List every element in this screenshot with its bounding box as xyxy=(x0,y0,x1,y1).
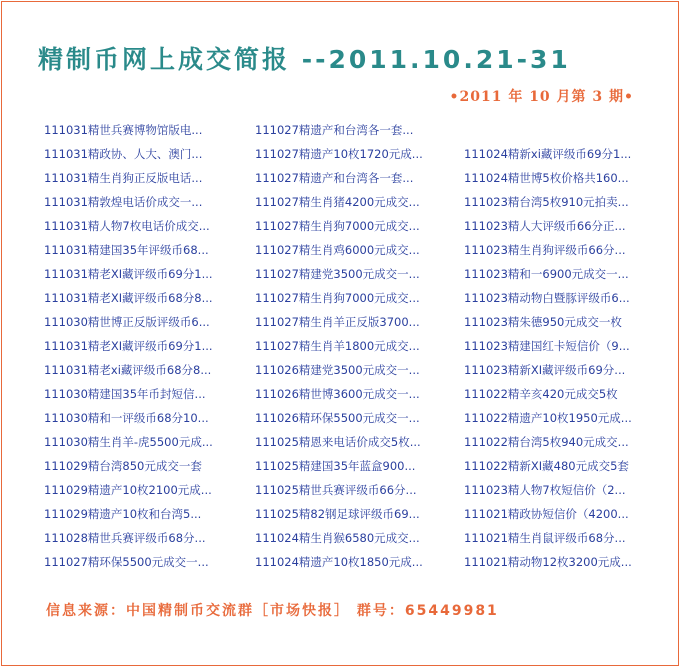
column-1 xyxy=(44,118,244,574)
news-link[interactable]: 111025精82钢足球评级币69... xyxy=(255,507,420,521)
news-link[interactable]: 111023精动物白暨豚评级币6... xyxy=(464,291,630,305)
news-link[interactable]: 111027精生肖狗7000元成交... xyxy=(255,219,420,233)
news-link[interactable]: 111024精世博5枚价格共160... xyxy=(464,171,629,185)
news-link[interactable]: 111027精建党3500元成交一... xyxy=(255,267,420,281)
news-link[interactable]: 111029精台湾850元成交一套 xyxy=(44,459,202,473)
news-link[interactable]: 111031精生肖狗正反版电话... xyxy=(44,171,203,185)
news-link[interactable]: 111021精动物12枚3200元成... xyxy=(464,555,632,569)
news-link[interactable]: 111023精人物7枚短信价（2... xyxy=(464,483,626,497)
column-2 xyxy=(255,118,455,574)
news-link[interactable]: 111025精建国35年蓝盒900... xyxy=(255,459,416,473)
news-link[interactable]: 111030精生肖羊-虎5500元成... xyxy=(44,435,213,449)
news-link[interactable]: 111027精生肖猪4200元成交... xyxy=(255,195,420,209)
news-link[interactable]: 111021精政协短信价（4200... xyxy=(464,507,629,521)
news-link[interactable]: 111030精和一评级币68分10... xyxy=(44,411,209,425)
news-link[interactable]: 111022精遗产10枚1950元成... xyxy=(464,411,632,425)
news-link[interactable]: 111029精遗产10枚2100元成... xyxy=(44,483,212,497)
issue-label: •2011 年 10 月第 3 期• xyxy=(449,89,634,105)
news-link[interactable]: 111027精生肖羊1800元成交... xyxy=(255,339,420,353)
news-link[interactable]: 111024精新xi藏评级币69分1... xyxy=(464,147,632,161)
news-link[interactable]: 111026精建党3500元成交一... xyxy=(255,363,420,377)
news-link[interactable]: 111027精生肖狗7000元成交... xyxy=(255,291,420,305)
news-link[interactable]: 111023精新XI藏评级币69分... xyxy=(464,363,626,377)
news-link[interactable]: 111022精新XI藏480元成交5套 xyxy=(464,459,629,473)
news-link[interactable]: 111029精遗产10枚和台湾5... xyxy=(44,507,202,521)
news-link[interactable]: 111031精人物7枚电话价成交... xyxy=(44,219,210,233)
news-link[interactable]: 111023精生肖狗评级币66分... xyxy=(464,243,626,257)
news-link[interactable]: 111027精遗产和台湾各一套... xyxy=(255,123,414,137)
news-link[interactable]: 111031精老XI藏评级币69分1... xyxy=(44,339,213,353)
bulletin-frame xyxy=(1,1,679,666)
news-link[interactable]: 111023精建国红卡短信价（9... xyxy=(464,339,630,353)
news-link[interactable]: 111031精老XI藏评级币69分1... xyxy=(44,267,213,281)
news-link[interactable]: 111031精敦煌电话价成交一... xyxy=(44,195,203,209)
news-link[interactable]: 111023精人大评级币66分正... xyxy=(464,219,626,233)
news-link[interactable]: 111031精建国35年评级币68... xyxy=(44,243,209,257)
news-link[interactable]: 111023精台湾5枚910元拍卖... xyxy=(464,195,629,209)
page-title: 精制币网上成交简报 --2011.10.21-31 xyxy=(38,45,571,74)
news-link[interactable]: 111024精生肖猴6580元成交... xyxy=(255,531,420,545)
news-link[interactable]: 111025精恩来电话价成交5枚... xyxy=(255,435,421,449)
news-link[interactable]: 111031精世兵赛博物馆版电... xyxy=(44,123,203,137)
news-link[interactable]: 111023精和一6900元成交一... xyxy=(464,267,629,281)
news-link[interactable]: 111022精台湾5枚940元成交... xyxy=(464,435,629,449)
news-link[interactable]: 111027精生肖羊正反版3700... xyxy=(255,315,420,329)
news-link[interactable]: 111027精环保5500元成交一... xyxy=(44,555,209,569)
news-link[interactable]: 111030精世博正反版评级币6... xyxy=(44,315,210,329)
news-link[interactable]: 111025精世兵赛评级币66分... xyxy=(255,483,417,497)
column-3 xyxy=(464,142,664,574)
news-link[interactable]: 111027精生肖鸡6000元成交... xyxy=(255,243,420,257)
source-footer: 信息来源：中国精制币交流群［市场快报］ 群号：65449981 xyxy=(46,603,499,619)
news-link[interactable]: 111031精政协、人大、澳门... xyxy=(44,147,203,161)
news-link[interactable]: 111027精遗产10枚1720元成... xyxy=(255,147,423,161)
news-link[interactable]: 111030精建国35年币封短信... xyxy=(44,387,206,401)
news-link[interactable]: 111021精生肖鼠评级币68分... xyxy=(464,531,626,545)
news-link[interactable]: 111027精遗产和台湾各一套... xyxy=(255,171,414,185)
news-link[interactable]: 111031精老XI藏评级币68分8... xyxy=(44,291,213,305)
news-link[interactable]: 111022精辛亥420元成交5枚 xyxy=(464,387,618,401)
news-link[interactable]: 111024精遗产10枚1850元成... xyxy=(255,555,423,569)
news-link[interactable]: 111028精世兵赛评级币68分... xyxy=(44,531,206,545)
news-link[interactable]: 111026精世博3600元成交一... xyxy=(255,387,420,401)
news-link[interactable]: 111026精环保5500元成交一... xyxy=(255,411,420,425)
news-link[interactable]: 111023精朱德950元成交一枚 xyxy=(464,315,622,329)
news-link[interactable]: 111031精老xi藏评级币68分8... xyxy=(44,363,212,377)
